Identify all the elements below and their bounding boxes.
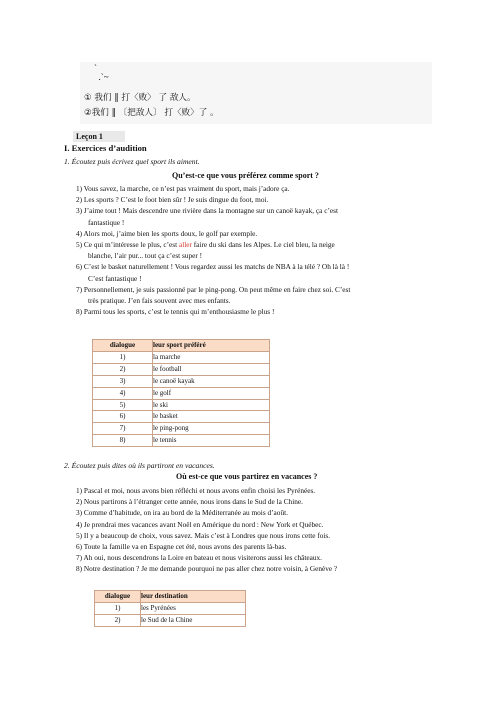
answer-cell: le football bbox=[153, 363, 270, 375]
answer-cell: le ping-pong bbox=[153, 423, 270, 435]
table-header-row bbox=[93, 340, 270, 352]
dialogue-line: 3) J’aime tout ! Mais descendre une rivière dans la montagne sur un canoë kayak, ça c’est bbox=[76, 206, 338, 216]
table-row bbox=[95, 614, 246, 626]
answer-cell: la marche bbox=[153, 351, 270, 363]
table-header-row bbox=[95, 591, 246, 603]
table-row bbox=[93, 387, 270, 399]
sport-answer-table bbox=[92, 339, 270, 447]
answer-cell: le golf bbox=[153, 387, 270, 399]
table-row bbox=[93, 399, 270, 411]
exercise-1-heading: Qu’est-ce que vous préférez comme sport ? bbox=[172, 171, 319, 180]
destination-answer-table bbox=[94, 590, 246, 627]
dialogue-number: 2) bbox=[93, 363, 153, 375]
table-row bbox=[93, 423, 270, 435]
answer-cell: le ski bbox=[153, 399, 270, 411]
highlighted-word: aller bbox=[178, 240, 192, 250]
exercise-1-dialogues bbox=[76, 183, 446, 317]
column-header-dialogue: dialogue bbox=[95, 591, 141, 603]
dialogue-line: 3) Comme d’habitude, on ira au bord de la Méditerranée au mois d’août. bbox=[76, 508, 288, 518]
dialogue-line: 6) C’est le basket naturellement ! Vous regardez aussi les matchs de NBA à la télé ? Oh là là ! bbox=[76, 262, 350, 272]
dialogue-line: 1) Vous savez, la marche, ce n’est pas vraiment du sport, mais j’adore ça. bbox=[76, 184, 290, 193]
dialogue-line: 2) Les sports ? C’est le foot bien sûr ! Je suis dingue du foot, moi. bbox=[76, 195, 269, 205]
column-header-dialogue: dialogue bbox=[93, 340, 153, 352]
exercise-1-title: 1. Écoutez puis écrivez quel sport ils aiment. bbox=[64, 157, 200, 166]
exercise-2-heading: Où est-ce que vous partirez en vacances ? bbox=[176, 472, 318, 481]
answer-cell: le canoë kayak bbox=[153, 375, 270, 387]
dialogue-line-highlighted: 5) Ce qui m’intéresse le plus, c’est aller faire du ski dans les Alpes. Le ciel bleu, la neige bbox=[76, 240, 335, 250]
dialogue-number: 3) bbox=[93, 375, 153, 387]
answer-cell: les Pyrénées bbox=[141, 602, 246, 614]
dialogue-number: 1) bbox=[93, 351, 153, 363]
dialogue-line: 7) Ah oui, nous descendrons la Loire en bateau et nous visiterons aussi les châteaux. bbox=[76, 553, 323, 563]
table-row bbox=[93, 363, 270, 375]
dialogue-line: 2) Nous partirons à l’étranger cette année, nous irons dans le Sud de la Chine. bbox=[76, 497, 303, 507]
column-header-destination: leur destination bbox=[141, 591, 246, 603]
dialogue-line: fantastique ! bbox=[88, 217, 125, 227]
dialogue-line: 8) Parmi tous les sports, c’est le tennis qui m’enthousiasme le plus ! bbox=[76, 307, 275, 317]
table-row bbox=[93, 351, 270, 363]
dialogue-number: 5) bbox=[93, 399, 153, 411]
dialogue-line: très pratique. J’en fais souvent avec mes enfants. bbox=[88, 296, 231, 306]
lesson-label: Leçon 1 bbox=[73, 131, 125, 142]
answer-cell: le Sud de la Chine bbox=[141, 614, 246, 626]
dialogue-line: blanche, l’air pur... tout ça c’est super ! bbox=[88, 251, 203, 261]
dialogue-number: 4) bbox=[93, 387, 153, 399]
table-row bbox=[95, 602, 246, 614]
chinese-sentence-1: ① 我们 ‖ 打〈败〉 了 敌人。 bbox=[84, 93, 196, 103]
table-row bbox=[93, 435, 270, 447]
column-header-sport: leur sport préféré bbox=[153, 340, 270, 352]
exercise-2-dialogues bbox=[76, 485, 446, 575]
answer-cell: le tennis bbox=[153, 435, 270, 447]
dialogue-line: 1) Pascal et moi, nous avons bien réfléchi et nous avons enfin choisi les Pyrénées. bbox=[76, 486, 316, 495]
dialogue-line: 8) Notre destination ? Je me demande pourquoi ne pas aller chez notre voisin, à Genève ? bbox=[76, 564, 338, 574]
dialogue-line: 7) Personnellement, je suis passionné par le ping-pong. On peut même en faire chez soi. C’est bbox=[76, 284, 351, 294]
dialogue-line: 5) Il y a beaucoup de choix, vous savez. Mais c’est à Londres que nous irons cette fois. bbox=[76, 530, 331, 540]
dialogue-number: 7) bbox=[93, 423, 153, 435]
section-title: I. Exercices d’audition bbox=[64, 143, 147, 153]
chinese-sentence-2: ②我们 ‖ 〔把敌人〕 打〈败〉了 。 bbox=[84, 108, 219, 118]
dialogue-number: 1) bbox=[95, 602, 141, 614]
dialogue-number: 8) bbox=[93, 435, 153, 447]
dialogue-line: 4) Alors moi, j’aime bien les sports doux, le golf par exemple. bbox=[76, 228, 258, 238]
table-row bbox=[93, 411, 270, 423]
dialogue-line: C’est fantastique ! bbox=[88, 273, 142, 283]
answer-cell: le basket bbox=[153, 411, 270, 423]
stray-marks: ` .`~ bbox=[94, 63, 109, 82]
dialogue-number: 2) bbox=[95, 614, 141, 626]
dialogue-line: 4) Je prendrai mes vacances avant Noël en Amérique du nord : New York et Québec. bbox=[76, 519, 324, 529]
exercise-2-title: 2. Écoutez puis dites où ils partiront en vacances. bbox=[64, 461, 215, 470]
dialogue-line: 6) Toute la famille va en Espagne cet été, nous avons des parents là-bas. bbox=[76, 542, 287, 552]
dialogue-number: 6) bbox=[93, 411, 153, 423]
table-row bbox=[93, 375, 270, 387]
